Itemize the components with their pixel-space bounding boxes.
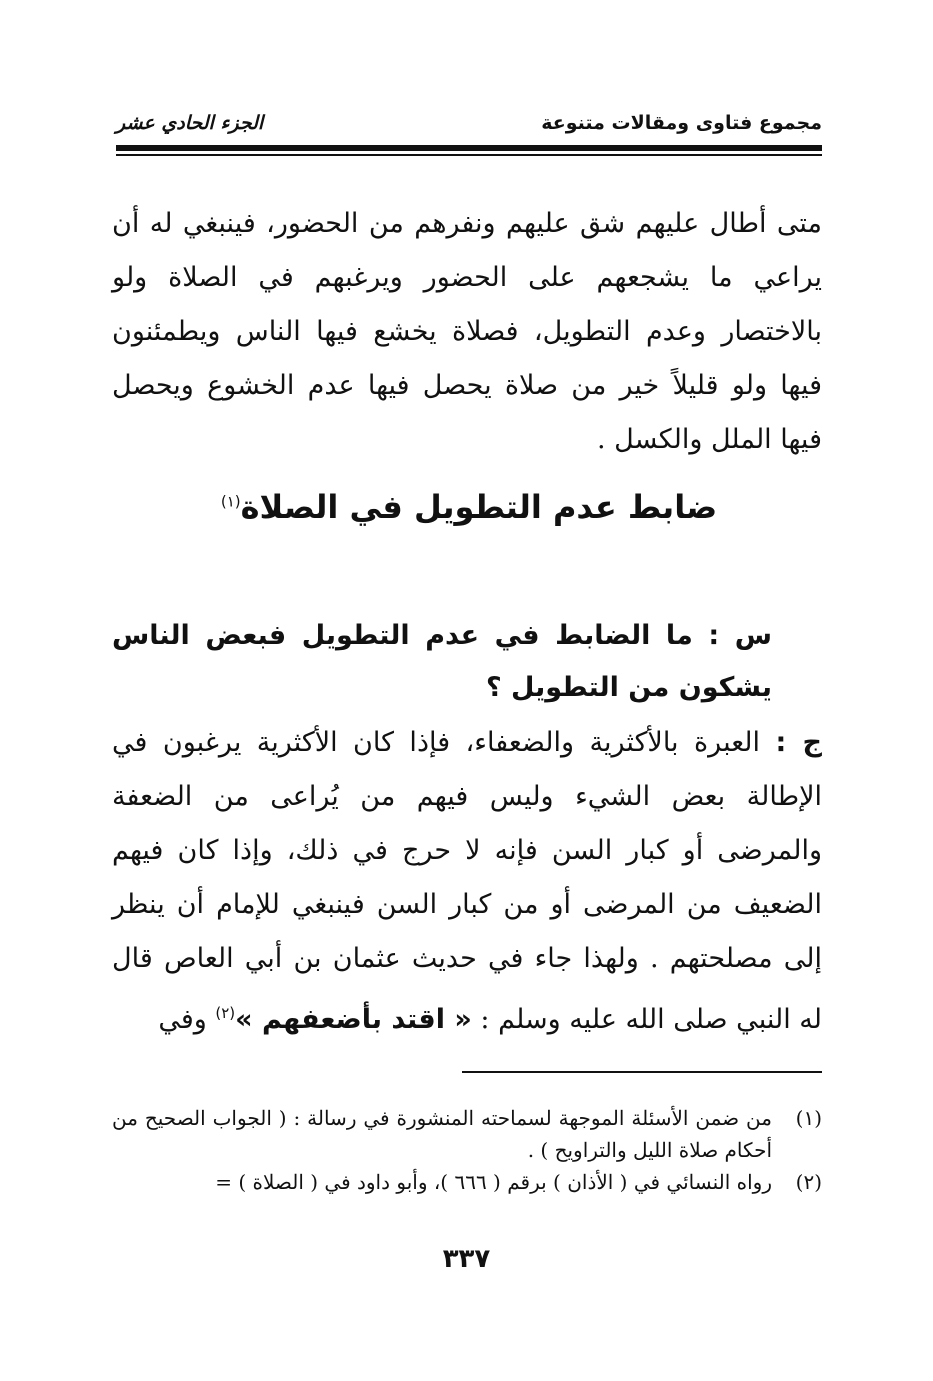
footnote-1 — [112, 1102, 822, 1166]
intro-paragraph: متى أطال عليهم شق عليهم ونفرهم من الحضور، فينبغي له أن يراعي ما يشجعهم على الحضور ويرغبهم في الصلاة ولو بالاختصار وعدم التطويل، فصلاة يخشع فيها الناس ويطمئنون فيها ولو قليلاً خير من صلاة يحصل فيها عدم الخشوع ويحصل فيها الملل والكسل . — [112, 208, 822, 455]
page-number: ٣٣٧ — [442, 1244, 491, 1274]
footnote-number: (٢) — [795, 1170, 822, 1194]
volume-label: الجزء الحادي عشر — [116, 112, 264, 134]
hadith-text: « اقتد بأضعفهم » — [235, 1004, 472, 1035]
footnote-text: رواه النسائي في ( الأذان ) برقم ( ٦٦٦ )، وأبو داود في ( الصلاة ) = — [215, 1170, 772, 1194]
section-title-text: ضابط عدم التطويل في الصلاة — [240, 488, 718, 526]
footnote-2 — [112, 1166, 822, 1198]
answer-continuation: وفي — [158, 1004, 207, 1035]
footnote-text: من ضمن الأسئلة الموجهة لسماحته المنشورة في رسالة : ( الجواب الصحيح من أحكام صلاة الليل والتراويح ) . — [112, 1106, 772, 1162]
hadith-footnote-ref: (٢) — [215, 1004, 236, 1022]
footnotes — [112, 1102, 822, 1198]
header-rule-thick — [116, 145, 822, 151]
answer-text: العبرة بالأكثرية والضعفاء، فإذا كان الأكثرية يرغبون في الإطالة بعض الشيء وليس فيهم من يُراعى من الضعفة والمرضى أو كبار السن فإنه لا حرج في ذلك، وإذا كان فيهم الضعيف من المرضى أو من كبار السن فينبغي للإمام أن ينظر إلى مصلحتهم . ولهذا جاء في حديث عثمان بن أبي العاص قال له النبي صلى الله عليه وسلم : — [112, 727, 822, 1035]
footnote-number: (١) — [795, 1106, 822, 1130]
header-rule-thin — [116, 154, 822, 156]
question-paragraph: س : ما الضابط في عدم التطويل فبعض الناس يشكون من التطويل ؟ — [112, 620, 772, 703]
section-footnote-ref: (١) — [220, 492, 241, 511]
section-title — [116, 488, 822, 526]
running-header — [116, 112, 822, 142]
answer-label: ج : — [775, 727, 822, 758]
answer-paragraph — [112, 716, 822, 1047]
footnote-separator — [462, 1071, 822, 1073]
book-title: مجموع فتاوى ومقالات متنوعة — [541, 112, 822, 134]
hadith-quote — [215, 1004, 471, 1035]
